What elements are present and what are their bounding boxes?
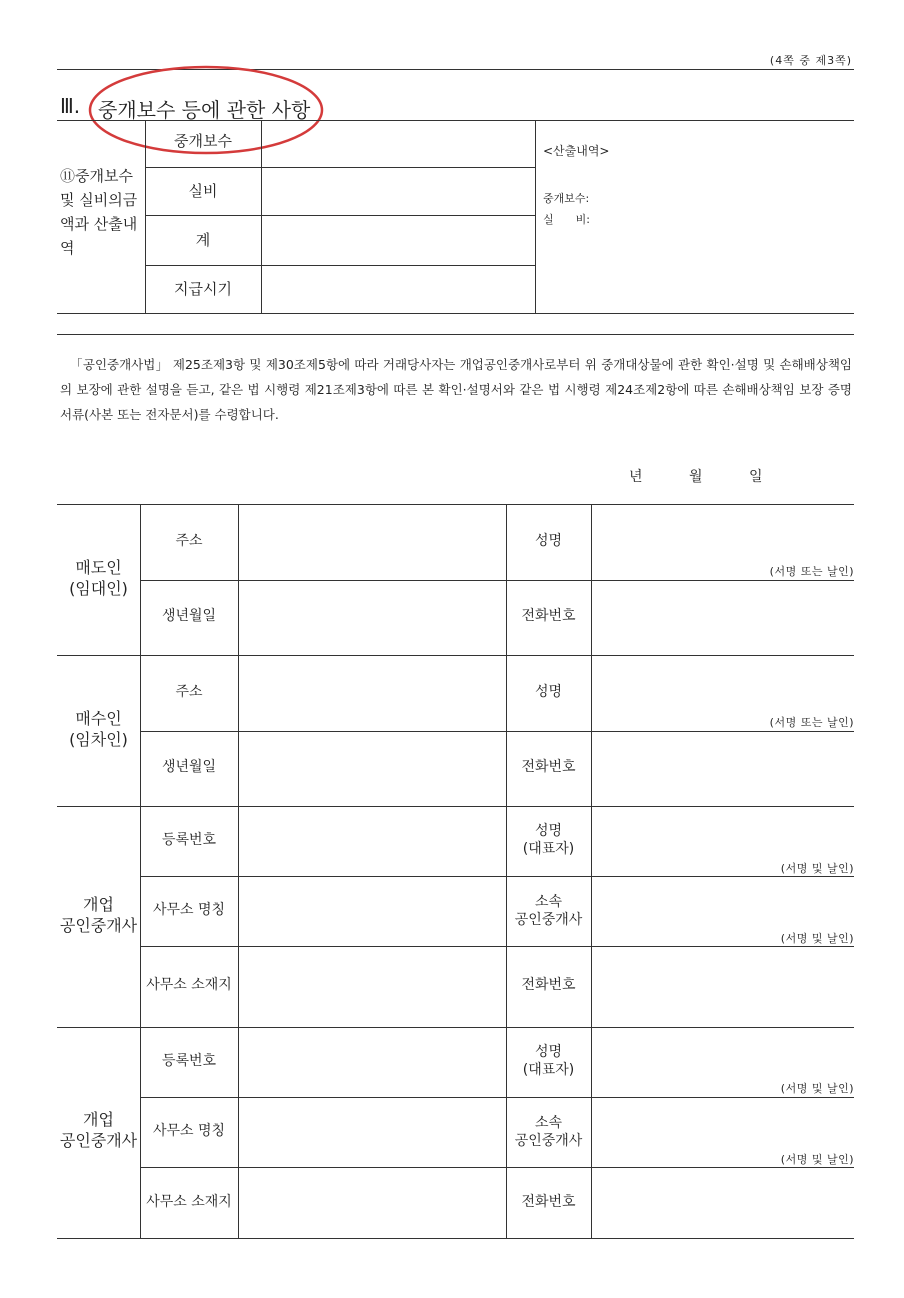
buyer-address-label: 주소 [175,684,203,700]
broker2-office-name-label: 사무소 명칭 [152,1123,226,1139]
broker1-rep-name-label: 성명 (대표자) [522,823,575,857]
broker2-phone-label: 전화번호 [521,1194,576,1210]
broker1-party-label: 개업 공인중개사 [59,895,138,935]
page-indicator: (4쪽 중 제3쪽) [769,54,852,67]
broker2-signature-note-1: (서명 및 날인) [780,1082,854,1095]
seller-signature-note: (서명 또는 날인) [769,565,854,578]
broker1-phone-label: 전화번호 [521,977,576,993]
date-year: 년 [629,469,643,485]
seller-birth-label: 생년월일 [161,608,217,624]
fee-table-header: ⑪중개보수 및 실비의금액과 산출내역 [60,167,138,257]
buyer-signature-note: (서명 또는 날인) [769,716,854,729]
broker2-affiliated-label: 소속 공인중개사 [514,1115,583,1149]
calc-fee: 중개보수: [543,192,590,205]
broker1-signature-note-1: (서명 및 날인) [780,862,854,875]
seller-phone-label: 전화번호 [521,608,576,624]
date-month: 월 [689,469,703,485]
buyer-party-label: 매수인 (임차인) [69,709,128,749]
fee-row-expense: 실비 [188,182,218,200]
calc-title: <산출내역> [543,144,610,158]
broker2-party-label: 개업 공인중개사 [59,1110,138,1150]
broker1-affiliated-label: 소속 공인중개사 [514,894,583,928]
broker1-office-addr-label: 사무소 소재지 [146,977,232,993]
buyer-phone-label: 전화번호 [521,759,576,775]
broker1-reg-no-label: 등록번호 [161,832,217,848]
fee-row-total: 계 [195,231,211,249]
fee-row-payment-time: 지급시기 [174,280,232,298]
seller-party-label: 매도인 (임대인) [69,558,128,598]
seller-address-label: 주소 [175,533,203,549]
broker2-rep-name-label: 성명 (대표자) [522,1044,575,1078]
section-title: 중개보수 등에 관한 사항 [98,98,311,122]
broker1-signature-note-2: (서명 및 날인) [780,932,854,945]
seller-name-label: 성명 [534,533,563,549]
section-numeral: Ⅲ. [60,94,81,118]
fee-row-brokerage: 중개보수 [174,132,232,150]
statement-text: 「공인중개사법」 제25조제3항 및 제30조제5항에 따라 거래당사자는 개업공인중개사로부터 위 중개대상물에 관한 확인·설명 및 손해배상책임의 보장에 관한 설명을 듣고, 같은 법 시행령 제21조제3항에 따른 본 확인·설명서와 같은 법 시행령 제24조제2항에 따른 손해배상책임 보장 증명서류(사본 또는 전자문서)를 수령합니다. [60,357,852,422]
buyer-name-label: 성명 [534,684,563,700]
broker1-office-name-label: 사무소 명칭 [152,902,226,918]
broker2-signature-note-2: (서명 및 날인) [780,1153,854,1166]
buyer-birth-label: 생년월일 [161,759,217,775]
broker2-reg-no-label: 등록번호 [161,1053,217,1069]
broker2-office-addr-label: 사무소 소재지 [146,1194,232,1210]
calc-expense: 실 비: [543,213,590,226]
date-day: 일 [749,469,763,485]
